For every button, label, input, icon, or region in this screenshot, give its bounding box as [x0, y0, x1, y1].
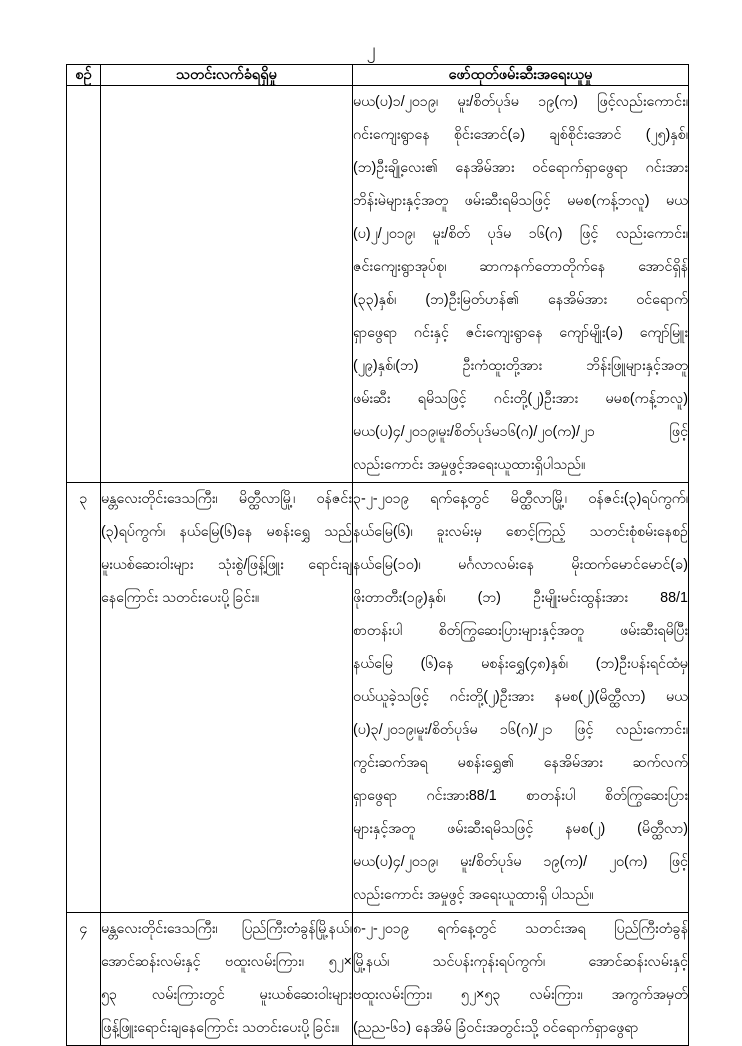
table-header-row [67, 65, 689, 86]
action-taken-cell [353, 483, 689, 913]
row-number-cell: ၄ [67, 913, 101, 1046]
text-line: (၂၉)နှစ်၊(ဘ) ဦးကံထူးတို့အား ဘိန်းဖြူများနှင့်အတူ [353, 358, 688, 374]
text-line: ဖိုးတာတီး(၁၉)နှစ်၊ (ဘ) ဦးမျိုးမင်းထွန်းအား 88/1 [353, 590, 688, 606]
text-line: ဖမ်းဆီး ရမိသဖြင့် ဂင်းတို့(၂)ဦးအား မမစ(ကန့်ဘလူ) [353, 391, 688, 407]
text-line: မယ(ပ)၄/၂၀၁၉၊မူး/စိတ်ပုဒ်မ၁၆(ဂ)/၂၀(က)/၂၁ ဖြင့် [353, 424, 688, 440]
column-header-no: စဉ် [67, 65, 101, 86]
table-row [67, 86, 689, 483]
text-line: ကွင်းဆက်အရ မစန်းရွှေ၏ နေအိမ်အား ဆက်လက် [353, 755, 688, 771]
action-taken-cell [353, 913, 689, 1046]
text-line: (ပ)၂/၂၀၁၉၊ မူး/စိတ် ပုဒ်မ ၁၆(ဂ) ဖြင့် လည်းကောင်း၊ [353, 226, 688, 242]
text-line: နယ်မြေ (၆)နေ မစန်းရွှေ(၄၈)နှစ်၊ (ဘ)ဦးပန်းရင်ထံမှ [353, 656, 688, 672]
text-line: ၈-၂-၂၀၁၉ ရက်နေ့တွင် သတင်းအရ ပြည်ကြီးတံခွန် [353, 921, 688, 937]
text-line: လည်းကောင်း အမှုဖွင့်အရေးယူထားရှိပါသည်။ [353, 457, 586, 473]
column-header-info-received: သတင်းလက်ခံရရှိမှု [101, 65, 353, 86]
text-line: ဇင်းကျေးရွာအုပ်စု၊ ဆာကနက်တောတိုက်နေ အောင်ရှိန် [353, 259, 688, 275]
text-line: ရှာဖွေရာ ဂင်းအား88/1 စာတန်းပါ စိတ်ကြွဆေးပြား [353, 788, 688, 804]
text-line: မြို့နယ်၊ သင်ပန်းကုန်းရပ်ကွက်၊ အောင်ဆန်းလမ်းနှင့် [353, 954, 688, 970]
text-line: (ပ)၃/၂၀၁၉၊မူး/စိတ်ပုဒ်မ ၁၆(ဂ)/၂၁ ဖြင့် လည်းကောင်း၊ [353, 722, 688, 738]
table-body [67, 86, 689, 1046]
text-line: ဘိန်းမဲများနှင့်အတူ ဖမ်းဆီးရမိသဖြင့် မမစ(ကန့်ဘလူ) မယ [353, 193, 688, 209]
row-number-cell: ၃ [67, 483, 101, 913]
table-row [67, 913, 689, 1046]
action-taken-cell [353, 86, 689, 483]
text-line: နယ်မြေ(၆)၊ ခူးလမ်းမှ စောင့်ကြည့် သတင်းစုံစမ်းနေစဉ် [353, 524, 688, 540]
text-line: နေကြောင်း သတင်းပေးပို့ခြင်း။ [101, 590, 260, 606]
page-number: ၂ [366, 39, 376, 59]
report-table [66, 64, 689, 1046]
text-line: ၃-၂-၂၀၁၉ ရက်နေ့တွင် မိတ္ထီလာမြို့၊ ဝန်ဇင်း(၃)ရပ်ကွက်၊ [353, 491, 688, 507]
text-line: အောင်ဆန်းလမ်းနှင့် ဗထူးလမ်းကြား၊ ၅၂× [101, 954, 352, 970]
text-line: မန္တလေးတိုင်းဒေသကြီး၊ ပြည်ကြီးတံခွန်မြို့နယ်၊ [101, 921, 352, 937]
text-line: လည်းကောင်း အမှုဖွင့် အရေးယူထားရှိ ပါသည်။ [353, 887, 594, 903]
text-line: မန္တလေးတိုင်းဒေသကြီး၊ မိတ္ထီလာမြို့၊ ဝန်ဇင်း [101, 491, 352, 507]
text-line: ၅၃ လမ်းကြားတွင် မူးယစ်ဆေးဝါးများ [101, 987, 352, 1003]
text-line: (၃)ရပ်ကွက်၊ နယ်မြေ(၆)နေ မစန်းရွှေ သည် [101, 524, 352, 540]
text-line: မယ(ပ)၄/၂၀၁၉၊ မူး/စိတ်ပုဒ်မ ၁၉(က)/ ၂၀(က) ဖြင့် [353, 854, 688, 870]
text-line: ဝယ်ယူခဲ့သဖြင့် ဂင်းတို့(၂)ဦးအား နမစ(၂)(မိတ္ထီလာ) မယ [353, 689, 688, 705]
text-line: များနှင့်အတူ ဖမ်းဆီးရမိသဖြင့် နမစ(၂) (မိတ္ထီလာ) [353, 821, 688, 837]
text-line: မယ(ပ)၁/၂၀၁၉၊ မူး/စိတ်ပုဒ်မ ၁၉(က) ဖြင့်လည်းကောင်း၊ [353, 94, 688, 110]
text-line: နယ်မြေ(၁၀)၊ မင်္ဂလာလမ်းနေ မိုးထက်မောင်မောင်(ခ) [353, 557, 688, 573]
row-number-cell [67, 86, 101, 483]
info-received-cell [101, 86, 353, 483]
text-line: ရှာဖွေရာ ဂင်းနှင့် ဇင်းကျေးရွာနေ ကျော်မျိုး(ခ) ကျော်မြူး [353, 325, 688, 341]
text-line: မူးယစ်ဆေးဝါးများ သုံးစွဲ/ဖြန့်ဖြူး ရောင်းချ [101, 557, 352, 573]
column-header-action-taken: ဖော်ထုတ်ဖမ်းဆီးအရေးယူမှု [353, 65, 689, 86]
table-header [67, 65, 689, 86]
text-line: စာတန်းပါ စိတ်ကြွဆေးပြားများနှင့်အတူ ဖမ်းဆီးရမိပြီး [353, 623, 688, 639]
text-line: ဗထူးလမ်းကြား၊ ၅၂×၅၃ လမ်းကြား၊ အကွက်အမှတ် [353, 987, 688, 1003]
report-table-container [66, 64, 688, 1046]
text-line: (ညည-၆၁) နေအိမ် ခြံဝင်းအတွင်းသို့ ဝင်ရောက်ရှာဖွေရာ [353, 1020, 639, 1036]
table-row [67, 483, 689, 913]
text-line: (၃၃)နှစ်၊ (ဘ)ဦးမြတ်ဟန်၏ နေအိမ်အား ဝင်ရောက် [353, 292, 688, 308]
text-line: (ဘ)ဦးချို့လေး၏ နေအိမ်အား ဝင်ရောက်ရှာဖွေရာ ဂင်းအား [353, 160, 688, 176]
text-line: ဖြန့်ဖြူးရောင်းချနေကြောင်း သတင်းပေးပို့ခြင်း။ [101, 1020, 340, 1036]
info-received-cell [101, 913, 353, 1046]
text-line: ဂင်းကျေးရွာနေ စိုင်းအောင်(ခ) ချစ်စိုင်းအောင် (၂၅)နှစ်၊ [353, 127, 688, 143]
info-received-cell [101, 483, 353, 913]
